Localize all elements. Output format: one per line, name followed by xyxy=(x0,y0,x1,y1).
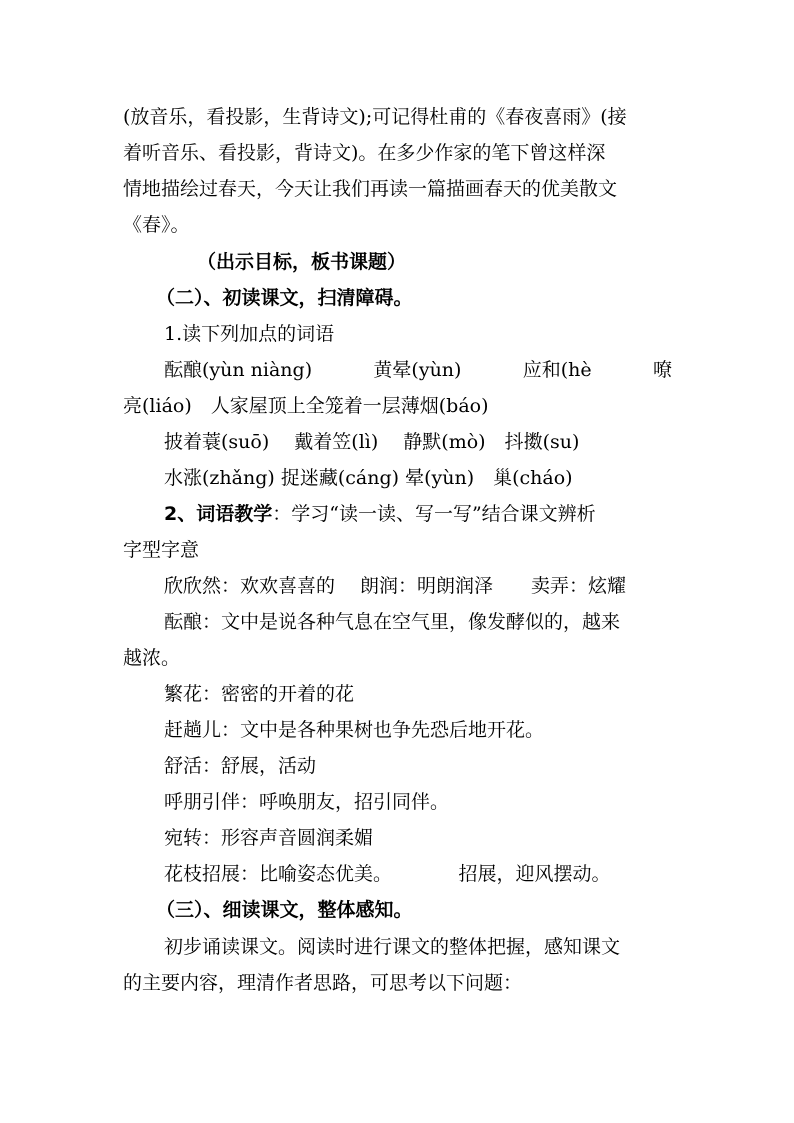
item-2-description: ：学习“读一读、写一写”结合课文辨析 xyxy=(272,503,596,525)
words-line-4: 水涨(zhǎng) 捉迷藏(cáng) 晕(yùn) 巢(cháo) xyxy=(164,467,573,489)
note-show-objectives: （出示目标，板书课题） xyxy=(197,251,407,273)
definition-wanzhuan: 宛转：形容声音圆润柔媚 xyxy=(164,827,374,849)
section-heading-3: （三）、细读课文，整体感知。 xyxy=(156,899,413,921)
word-huangyun: 黄晕(yùn) xyxy=(373,359,462,381)
word-yinghe: 应和(hè xyxy=(522,359,592,381)
definition-huazhizhaozhan: 花枝招展：比喻姿态优美。 招展，迎风摆动。 xyxy=(164,863,611,885)
reading-paragraph-line-1: 初步诵读课文。阅读时进行课文的整体把握，感知课文 xyxy=(164,936,621,958)
words-line-1 xyxy=(164,358,672,382)
section-heading-2: （二）、初读课文，扫清障碍。 xyxy=(156,287,413,309)
item-2-heading: 2、词语教学 xyxy=(164,503,273,525)
definition-yunniang-line-1: 酝酿：文中是说各种气息在空气里，像发酵似的，越来 xyxy=(164,611,621,633)
item-2-line-1 xyxy=(164,502,724,526)
definition-hupengyinban: 呼朋引伴：呼唤朋友，招引同伴。 xyxy=(164,791,450,813)
word-yunniang: 酝酿(yùn niàng) xyxy=(164,359,313,381)
definition-shuhuo: 舒活：舒展，活动 xyxy=(164,755,317,777)
intro-line-4: 《春》。 xyxy=(123,214,190,236)
intro-line-1: (放音乐，看投影，生背诗文);可记得杜甫的《春夜喜雨》(接 xyxy=(123,106,627,128)
item-2-line-2: 字型字意 xyxy=(123,539,200,561)
word-liao-start: 嘹 xyxy=(652,359,672,381)
item-1-number-text: 1.读下列加点的词语 xyxy=(164,323,335,345)
words-line-2: 亮(liáo) 人家屋顶上全笼着一层薄烟(báo) xyxy=(123,395,489,417)
words-line-3: 披着蓑(suō) 戴着笠(lì) 静默(mò) 抖擞(su) xyxy=(164,431,580,453)
intro-line-3: 情地描绘过春天，今天让我们再读一篇描画春天的优美散文 xyxy=(123,178,618,200)
reading-paragraph-line-2: 的主要内容，理清作者思路，可思考以下问题： xyxy=(123,972,523,994)
definition-fanhua: 繁花：密密的开着的花 xyxy=(164,683,355,705)
intro-line-2: 着听音乐、看投影，背诗文)。在多少作家的笔下曾这样深 xyxy=(123,142,606,164)
definition-xinxinran: 欣欣然：欢欢喜喜的 朗润：明朗润泽 卖弄：炫耀 xyxy=(164,575,627,597)
item-1-title xyxy=(164,322,724,346)
definition-gantanger: 赶趟儿：文中是各种果树也争先恐后地开花。 xyxy=(164,719,545,741)
definition-yunniang-line-2: 越浓。 xyxy=(123,647,181,669)
